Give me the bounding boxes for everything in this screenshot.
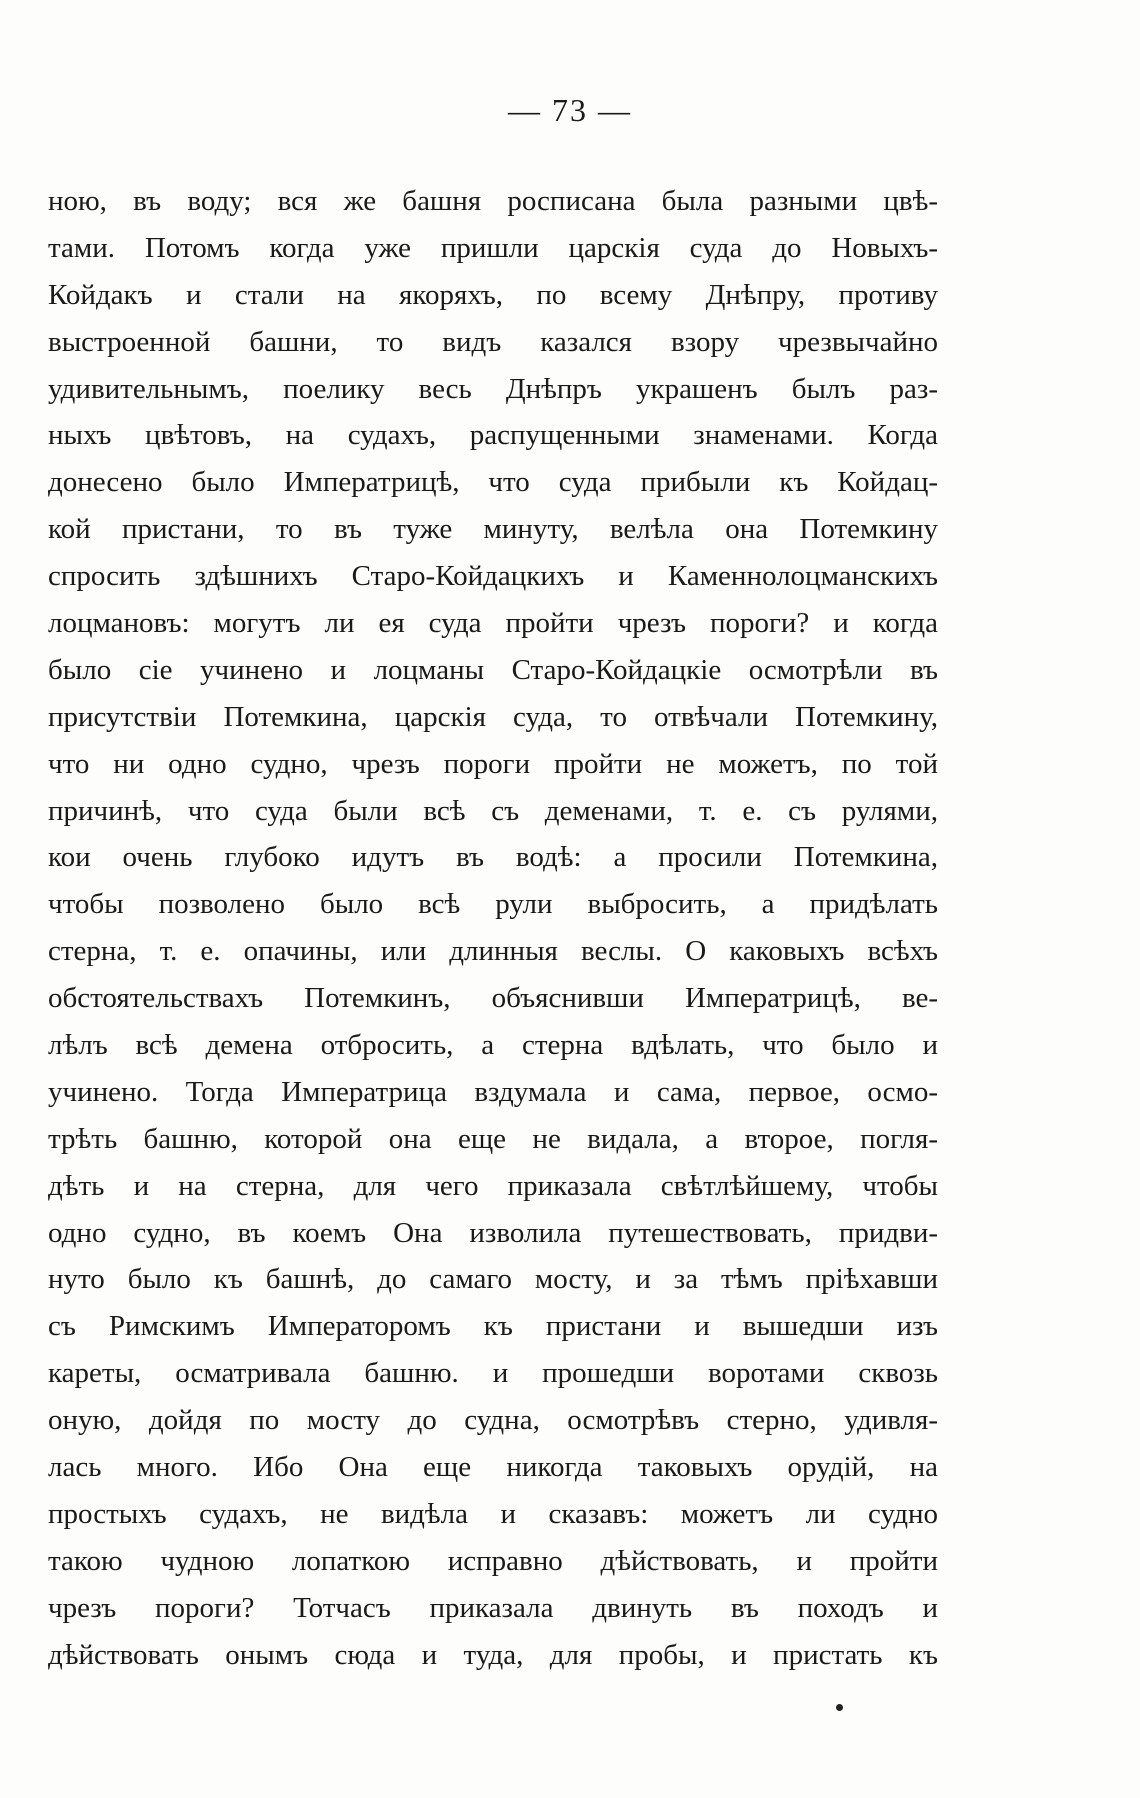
page-number: — 73 — [508, 92, 632, 128]
text-line: Койдакъ и стали на якоряхъ, по всему Днѣпру, противу [48, 278, 938, 311]
text-line: одно судно, въ коемъ Она изволила путешествовать, придви- [48, 1216, 938, 1249]
text-line: обстоятельствахъ Потемкинъ, объяснивши Императрицѣ, ве- [48, 982, 938, 1015]
text-line: донесено было Императрицѣ, что суда прибыли къ Койдац- [48, 466, 938, 499]
text-line: ною, въ воду; вся же башня росписана была разными цвѣ- [48, 185, 938, 217]
text-line: нуто было къ башнѣ, до самаго мосту, и за тѣмъ пріѣхавши [48, 1263, 938, 1296]
text-line: присутствіи Потемкина, царскія суда, то отвѣчали Потемкину, [48, 700, 938, 733]
body-text [48, 178, 938, 1679]
text-line: удивительнымъ, поелику весь Днѣпръ украшенъ былъ раз- [48, 372, 938, 405]
text-line: лѣлъ всѣ демена отбросить, а стерна вдѣлать, что было и [48, 1029, 938, 1062]
text-line: ныхъ цвѣтовъ, на судахъ, распущенными знаменами. Когда [48, 419, 938, 452]
text-line: стерна, т. е. опачины, или длинныя веслы. О каковыхъ всѣхъ [48, 935, 938, 968]
text-line: тами. Потомъ когда уже пришли царскія суда до Новыхъ- [48, 231, 938, 264]
text-line: кои очень глубоко идутъ въ водѣ: а просили Потемкина, [48, 841, 938, 874]
text-line: причинѣ, что суда были всѣ съ деменами, т. е. съ рулями, [48, 794, 938, 827]
ink-dot [836, 1704, 843, 1711]
text-line: оную, дойдя по мосту до судна, осмотрѣвъ стерно, удивля- [48, 1404, 938, 1437]
text-line: спросить здѣшнихъ Старо-Койдацкихъ и Каменнолоцманскихъ [48, 560, 938, 593]
text-line: дѣйствовать онымъ сюда и туда, для пробы, и пристать къ [48, 1638, 938, 1671]
text-line: лась много. Ибо Она еще никогда таковыхъ орудій, на [48, 1451, 938, 1484]
text-line: кой пристани, то въ туже минуту, велѣла она Потемкину [48, 513, 938, 546]
text-line: съ Римскимъ Императоромъ къ пристани и вышедши изъ [48, 1310, 938, 1343]
text-line: чтобы позволено было всѣ рули выбросить, а придѣлать [48, 888, 938, 921]
text-line: кареты, осматривала башню. и прошедши воротами сквозь [48, 1357, 938, 1390]
text-line: учинено. Тогда Императрица вздумала и сама, первое, осмо- [48, 1075, 938, 1108]
text-line: лоцмановъ: могутъ ли ея суда пройти чрезъ пороги? и когда [48, 607, 938, 640]
text-line: трѣть башню, которой она еще не видала, а второе, погля- [48, 1122, 938, 1155]
text-line: чрезъ пороги? Тотчасъ приказала двинуть въ походъ и [48, 1591, 938, 1624]
text-line: дѣть и на стерна, для чего приказала свѣтлѣйшему, чтобы [48, 1169, 938, 1202]
text-line: было сіе учинено и лоцманы Старо-Койдацкіе осмотрѣли въ [48, 653, 938, 686]
text-line: что ни одно судно, чрезъ пороги пройти не можетъ, по той [48, 747, 938, 780]
text-line: простыхъ судахъ, не видѣла и сказавъ: можетъ ли судно [48, 1497, 938, 1530]
text-line: такою чудною лопаткою исправно дѣйствовать, и пройти [48, 1544, 938, 1577]
text-line: выстроенной башни, то видъ казался взору чрезвычайно [48, 325, 938, 358]
